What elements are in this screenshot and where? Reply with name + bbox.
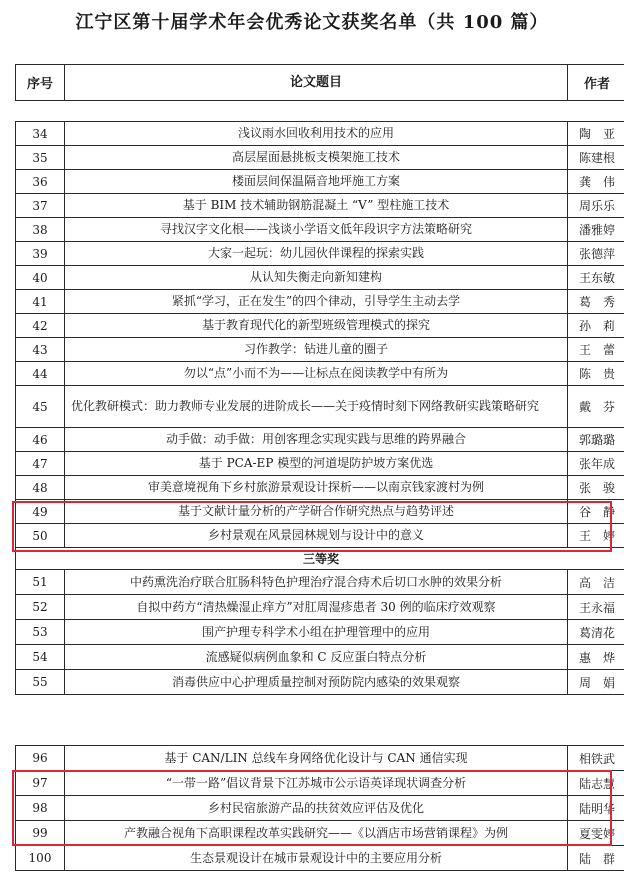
row-num: 99 [16,821,65,846]
row-title: 乡村民宿旅游产品的扶贫效应评估及优化 [65,796,568,821]
header-table [15,64,624,101]
table-row [16,476,624,500]
table-row [16,266,624,290]
row-num: 37 [16,194,65,218]
row-num: 49 [16,500,65,524]
row-num: 100 [16,846,65,871]
table-row [16,846,624,871]
row-num: 41 [16,290,65,314]
row-author: 陈 贵 [568,362,624,386]
table-row [16,362,624,386]
table-row [16,314,624,338]
row-title: 自拟中药方“清热燥湿止痒方”对肛周湿疹患者 30 例的临床疗效观察 [65,595,568,620]
row-author: 龚 伟 [568,170,624,194]
table-row [16,620,624,645]
section-row [16,548,624,570]
row-title: 乡村景观在风景园林规划与设计中的意义 [65,524,568,548]
row-num: 96 [16,746,65,771]
row-author: 夏雯婷 [568,821,624,846]
table-row [16,670,624,695]
row-num: 54 [16,645,65,670]
document-title: 江宁区第十届学术年会优秀论文获奖名单（共 100 篇） [75,12,549,33]
row-title: 勿以“点”小而不为——让标点在阅读教学中有所为 [65,362,568,386]
row-title: 基于文献计量分析的产学研合作研究热点与趋势评述 [65,500,568,524]
row-author: 张年成 [568,452,624,476]
row-author: 葛 秀 [568,290,624,314]
table-row [16,645,624,670]
row-num: 51 [16,570,65,595]
row-author: 张 骏 [568,476,624,500]
row-author: 陶 亚 [568,122,624,146]
row-title: 习作教学：钻进儿童的圈子 [65,338,568,362]
row-num: 55 [16,670,65,695]
table-row [16,500,624,524]
row-title: 围产护理专科学术小组在护理管理中的应用 [65,620,568,645]
row-title: 楼面层间保温隔音地坪施工方案 [65,170,568,194]
section-label: 三等奖 [16,548,624,570]
row-title: 寻找汉字文化根——浅谈小学语文低年段识字方法策略研究 [65,218,568,242]
row-num: 34 [16,122,65,146]
table-row [16,146,624,170]
row-author: 周乐乐 [568,194,624,218]
row-author: 葛清花 [568,620,624,645]
table-row [16,821,624,846]
row-author: 惠 烨 [568,645,624,670]
row-author: 潘雅婷 [568,218,624,242]
table-row [16,218,624,242]
row-title: 基于 CAN/LIN 总线车身网络优化设计与 CAN 通信实现 [65,746,568,771]
row-title: 消毒供应中心护理质量控制对预防院内感染的效果观察 [65,670,568,695]
row-title: 动手做：动手做：用创客理念实现实践与思维的跨界融合 [65,428,568,452]
table-row [16,524,624,548]
row-num: 43 [16,338,65,362]
row-author: 相铁武 [568,746,624,771]
row-author: 周 娟 [568,670,624,695]
row-title: 产教融合视角下高职课程改革实践研究——《以酒店市场营销课程》为例 [65,821,568,846]
row-title: 优化教研模式：助力教师专业发展的进阶成长——关于疫情时刻下网络教研实践策略研究 [65,386,568,428]
row-author: 王 蕾 [568,338,624,362]
row-author: 王东敏 [568,266,624,290]
table-row [16,452,624,476]
row-title: “一带一路”倡议背景下江苏城市公示语英译现状调查分析 [65,771,568,796]
row-author: 陆明华 [568,796,624,821]
row-title: 审美意境视角下乡村旅游景观设计探析——以南京钱家渡村为例 [65,476,568,500]
table-row [16,796,624,821]
row-author: 高 洁 [568,570,624,595]
table-row [16,242,624,266]
row-author: 陆 群 [568,846,624,871]
row-title: 基于教育现代化的新型班级管理模式的探究 [65,314,568,338]
table-row [16,338,624,362]
table-row [16,595,624,620]
row-num: 46 [16,428,65,452]
row-num: 98 [16,796,65,821]
col-header-num: 序号 [16,65,65,101]
row-title: 从认知失衡走向新知建构 [65,266,568,290]
row-num: 53 [16,620,65,645]
row-author: 张德萍 [568,242,624,266]
row-num: 97 [16,771,65,796]
row-title: 流感疑似病例血象和 C 反应蛋白特点分析 [65,645,568,670]
row-num: 36 [16,170,65,194]
col-header-title: 论文题目 [65,65,568,101]
row-title: 中药熏洗治疗联合肛肠科特色护理治疗混合痔术后切口水肿的效果分析 [65,570,568,595]
row-title: 高层屋面悬挑板支模架施工技术 [65,146,568,170]
row-num: 47 [16,452,65,476]
row-num: 40 [16,266,65,290]
row-num: 39 [16,242,65,266]
row-author: 王永福 [568,595,624,620]
row-title: 基于 BIM 技术辅助钢筋混凝土 “V” 型柱施工技术 [65,194,568,218]
table-row [16,122,624,146]
row-title: 生态景观设计在城市景观设计中的主要应用分析 [65,846,568,871]
row-num: 45 [16,386,65,428]
table-row [16,570,624,595]
row-author: 郭璐璐 [568,428,624,452]
col-header-author: 作者 [568,65,624,101]
row-title: 大家一起玩：幼儿园伙伴课程的探索实践 [65,242,568,266]
row-num: 52 [16,595,65,620]
row-num: 50 [16,524,65,548]
table-row [16,771,624,796]
row-author: 戴 芬 [568,386,624,428]
table-row [16,194,624,218]
table-row [16,428,624,452]
table-row [16,746,624,771]
table-row [16,170,624,194]
awards-table-continued [15,745,624,871]
row-title: 浅议雨水回收利用技术的应用 [65,122,568,146]
row-num: 42 [16,314,65,338]
row-author: 陈建根 [568,146,624,170]
awards-table-main [15,121,624,695]
row-num: 44 [16,362,65,386]
row-author: 陆志慧 [568,771,624,796]
row-author: 谷 静 [568,500,624,524]
row-num: 38 [16,218,65,242]
row-num: 48 [16,476,65,500]
row-author: 王 婷 [568,524,624,548]
row-title: 紧抓“学习，正在发生”的四个律动，引导学生主动去学 [65,290,568,314]
row-title: 基于 PCA-EP 模型的河道堤防护坡方案优选 [65,452,568,476]
table-row [16,386,624,428]
row-author: 孙 莉 [568,314,624,338]
table-row [16,290,624,314]
row-num: 35 [16,146,65,170]
